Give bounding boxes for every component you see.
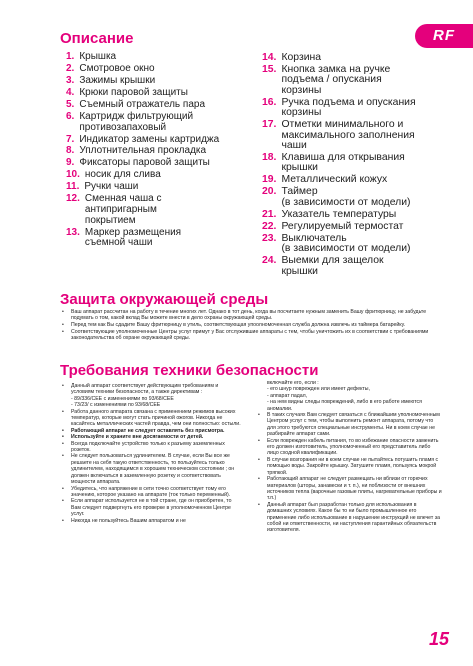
part-number: 5.: [66, 98, 75, 110]
part-item: [66, 182, 266, 193]
part-label: Уплотнительная прокладка: [79, 145, 207, 157]
part-number: 13.: [66, 226, 80, 238]
part-label: Ручки чаши: [84, 181, 139, 193]
part-number: 21.: [262, 208, 277, 220]
part-number: 23.: [262, 232, 277, 244]
part-number: 19.: [262, 174, 277, 186]
part-item: [66, 158, 266, 169]
part-number: 11.: [66, 181, 80, 193]
environment-item: • Соответствующие уполномоченные Центры услуг примут у Вас отслужившие аппараты с тем, чтобы уничтожить их в соответствии с требованиями законодательства об охране окружающей среды.: [62, 329, 442, 341]
part-item: [66, 170, 266, 181]
part-item: [66, 64, 266, 75]
part-label: Картридж фильтрующий противозапаховый: [79, 110, 194, 133]
part-number: 7.: [66, 133, 75, 145]
part-label: Крышка: [79, 51, 117, 62]
part-number: 2.: [66, 62, 75, 74]
part-label: Выемки для защелок крышки: [281, 255, 384, 277]
part-number: 6.: [66, 110, 75, 122]
part-label: Крюки паровой защиты: [79, 86, 188, 98]
part-number: 3.: [66, 74, 75, 86]
part-label: Корзина: [281, 52, 322, 63]
part-label: Сменная чаша с антипригарным покрытием: [84, 193, 162, 226]
part-label: Зажимы крышки: [79, 74, 156, 86]
safety-item: • Работающий аппарат не следует размещать ни вблизи от горючих материалов (шторы, занавески и т. п.), ни поблизости от внешних источников тепла (варочные газовые плиты, нагревательные приборы и т.п.): [258, 476, 442, 502]
safety-item: • В таких случаях Вам следует связаться с ближайшим уполномоченным Центром услуг с тем, чтобы выполнить ремонт аппарата, потому что для этого требуются специальные инструменты. Ни в коем случае не разбирайте аппарат сами.: [258, 412, 442, 438]
parts-list-right: [262, 53, 432, 279]
part-label: Маркер размещения съемной чаши: [84, 226, 182, 249]
part-label: Клавиша для открывания крышки: [281, 152, 405, 174]
part-item: [66, 135, 266, 146]
part-number: 12.: [66, 193, 80, 205]
safety-item: • Работа данного аппарата связана с применением режимов высоких температур, которые могут стать причиной ожогов. Никогда не касайтесь металлических частей правда, чем они полностью: остыли.: [62, 409, 242, 428]
safety-item: • В случае возгорания ни в коем случае не пытайтесь потушить пламя с помощью воды. Закройте крышку. Затушите пламя, пользуясь мокрой тряпкой.: [258, 457, 442, 476]
safety-item: - 73/23/ с изменениями по 93/68/CEE: [71, 402, 161, 409]
part-item: [262, 120, 432, 151]
part-item: [262, 53, 432, 63]
part-number: 18.: [262, 152, 277, 164]
part-label: Отметки минимального и максимального заполнения чаши: [281, 119, 415, 152]
part-number: 24.: [262, 255, 277, 267]
part-label: Металлический кожух: [281, 174, 388, 186]
environment-item: • Ваш аппарат рассчитан на работу в течение многих лет. Однако в тот день, когда вы посчитаете нужным заменить Вашу фритюрницу, не забудьте подумать о том, какой вклад Вы можете внести в дело охраны окружающей среды.: [62, 309, 442, 321]
part-label: Фиксаторы паровой защиты: [79, 157, 210, 169]
safety-item: - на нем видны следы повреждений, либо в его работе имеются аномалии.: [267, 399, 422, 412]
part-item: [66, 52, 266, 63]
part-label: Регулируемый термостат: [281, 220, 404, 232]
safety-item: • Данный аппарат соответствует действующим требованиям и условиям техники безопасности, а также директивам :: [62, 383, 242, 396]
part-number: 22.: [262, 220, 277, 232]
language-tab: RF: [415, 24, 473, 48]
part-label: Указатель температуры: [281, 208, 397, 220]
safety-item: • Данный аппарат был разработан только для использования в домашних условиях. Какое бы то ни было промышленное его применение либо использование в нарушение инструкций не влечет за собой ни ответственности, ни наступления гарантийных обязательств изготовителя.: [258, 502, 442, 534]
part-item: [262, 187, 432, 208]
part-label: Индикатор замены картриджа: [79, 133, 220, 145]
part-label: Кнопка замка на ручке подъема / опускания корзины: [281, 64, 391, 96]
safety-item: - его шнур поврежден или имеет дефекты,: [267, 386, 370, 393]
part-item: [66, 194, 266, 226]
environment-list: [62, 309, 442, 342]
parts-section-title: Описание: [60, 30, 134, 47]
safety-item: • Никогда не пользуйтесь Вашим аппаратом и не: [62, 518, 242, 524]
part-item: [66, 76, 266, 87]
part-item: [262, 210, 432, 220]
part-item: [262, 65, 432, 96]
part-label: Смотровое окно: [79, 62, 155, 74]
safety-item: - 89/336/CEE с изменениями по 93/68/CEE: [71, 395, 174, 402]
part-item: [66, 228, 266, 249]
part-number: 15.: [262, 64, 277, 75]
part-item: [262, 234, 432, 255]
safety-item: • Всегда подключайте устройство только к разъему заземленных розеток.: [62, 441, 242, 454]
safety-item: - аппарат падал,: [267, 392, 308, 399]
part-label: носик для слива: [84, 169, 161, 181]
part-label: Таймер (в зависимости от модели): [281, 186, 411, 208]
safety-item: • Не следует пользоваться удлинителем. В случае, если Вы все же решаете на себя такую ответственность, то пользуйтесь только удлинителем, находящимся в хорошем техническом состоянии ; он должен включаться в заземленную розетку и соответствовать мощности аппарата.: [62, 453, 242, 485]
part-number: 8.: [66, 145, 75, 157]
part-number: 17.: [262, 119, 277, 131]
safety-item: • Работающий аппарат не следует оставлять без присмотра.: [62, 428, 242, 434]
safety-list-right: [258, 380, 442, 534]
page-number: 15: [428, 629, 449, 649]
safety-item: включайте его, если :: [267, 380, 319, 386]
part-item: [262, 175, 432, 185]
part-label: Съемный отражатель пара: [79, 98, 206, 110]
part-item: [262, 98, 432, 119]
safety-list-left: [62, 383, 242, 524]
safety-item: • Убедитесь, что напряжение в сети точно соответствует тому его значению, которое указано на аппарате (ток только переменный).: [62, 486, 242, 499]
parts-list-left: [66, 52, 266, 250]
part-number: 14.: [262, 52, 277, 63]
safety-section-title: Требования техники безопасности: [60, 362, 319, 379]
part-label: Выключатель (в зависимости от модели): [281, 232, 411, 255]
safety-item: • Если поврежден кабель питания, то во избежание опасности заменить его должен изготовитель, уполномоченный его представитель либо лицо сходной квалификации.: [258, 438, 442, 457]
part-number: 1.: [66, 51, 75, 62]
part-number: 4.: [66, 86, 75, 98]
part-number: 10.: [66, 169, 80, 181]
part-item: [66, 100, 266, 111]
safety-item: • Если аппарат используется не в той стране, где он приобретен, то Вам следует подвергнуть его проверке в уполномоченном Центре услуг.: [62, 498, 242, 517]
part-number: 9.: [66, 157, 75, 169]
part-number: 16.: [262, 96, 277, 108]
part-number: 20.: [262, 186, 277, 198]
part-item: [66, 146, 266, 157]
part-item: [262, 222, 432, 232]
safety-item: • Используйте и храните вне досягаемости от детей.: [62, 434, 242, 440]
part-item: [262, 256, 432, 277]
environment-item: • Перед тем как Вы сдадите Вашу фритюрницу в утиль, соответствующая упоолномоченная служба должна извлечь из таймера батарейку.: [62, 322, 442, 328]
part-item: [66, 112, 266, 133]
part-label: Ручка подъема и опускания корзины: [281, 96, 416, 119]
environment-section-title: Защита окружающей среды: [60, 291, 269, 308]
part-item: [66, 88, 266, 99]
part-item: [262, 153, 432, 174]
